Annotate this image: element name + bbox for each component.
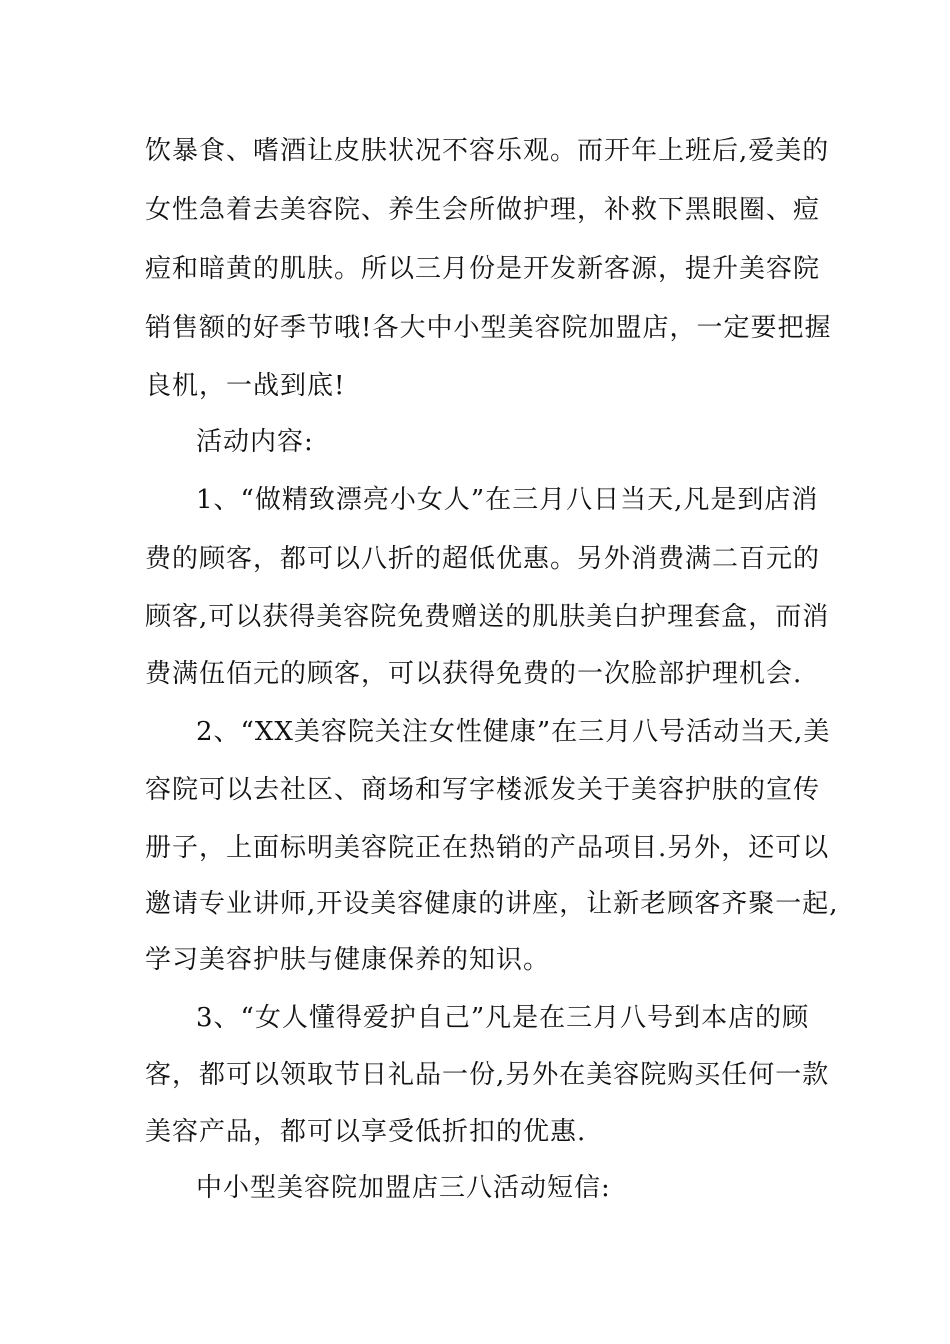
text-line: 痘和暗黄的肌肤。所以三月份是开发新客源，提升美容院 (145, 254, 821, 284)
text-line: 邀请专业讲师,开设美容健康的讲座，让新老顾客齐聚一起, (145, 889, 839, 919)
section-heading: 活动内容: (196, 427, 314, 457)
text-line: 学习美容护肤与健康保养的知识。 (145, 945, 551, 975)
text-line: 客，都可以领取节日礼品一份,另外在美容院购买任何一款 (145, 1060, 830, 1090)
text-line: 2、“XX美容院关注女性健康”在三月八号活动当天,美 (196, 717, 831, 747)
text-line: 容院可以去社区、商场和写字楼派发关于美容护肤的宣传 (145, 775, 821, 805)
text-line: 美容产品，都可以享受低折扣的优惠. (145, 1117, 587, 1147)
text-line: 销售额的好季节哦!各大中小型美容院加盟店，一定要把握 (145, 313, 832, 343)
text-line: 费满伍佰元的顾客，可以获得免费的一次脸部护理机会. (145, 659, 803, 689)
text-line: 饮暴食、嗜酒让皮肤状况不容乐观。而开年上班后,爱美的 (145, 136, 830, 166)
text-line: 中小型美容院加盟店三八活动短信: (196, 1173, 611, 1203)
text-line: 费的顾客，都可以八折的超低优惠。另外消费满二百元的 (145, 544, 821, 574)
text-line: 女性急着去美容院、养生会所做护理，补救下黑眼圈、痘 (145, 195, 821, 225)
text-line: 1、“做精致漂亮小女人”在三月八日当天,凡是到店消 (196, 485, 819, 515)
text-line: 册子，上面标明美容院正在热销的产品项目.另外，还可以 (145, 833, 830, 863)
text-line: 顾客,可以获得美容院免费赠送的肌肤美白护理套盒，而消 (145, 602, 830, 632)
text-line: 良机，一战到底! (145, 371, 346, 401)
text-line: 3、“女人懂得爱护自己”凡是在三月八号到本店的顾 (196, 1003, 810, 1033)
